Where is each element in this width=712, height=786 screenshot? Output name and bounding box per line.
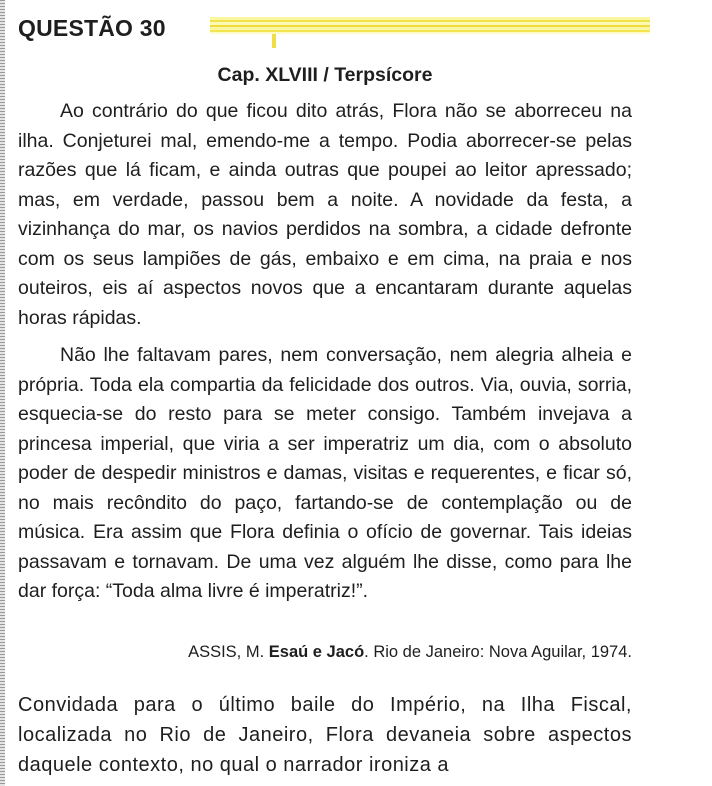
question-number-title: QUESTÃO 30: [18, 15, 166, 41]
source-citation: [18, 640, 632, 664]
excerpt-paragraph-1: [18, 97, 632, 333]
question-prompt: [18, 690, 632, 780]
question-prompt-text: Convidada para o último baile do Império, na Ilha Fiscal, localizada no Rio de Janeiro, Flora devaneia sobre aspectos daquele contexto, no qual o narrador ironiza a: [18, 694, 632, 776]
question-header: [18, 13, 638, 43]
paragraph-text: Ao contrário do que ficou dito atrás, Flora não se aborreceu na ilha. Conjeturei mal, emendo-me a tempo. Podia aborrecer-se pelas razões que lá ficam, e ainda outras que poupei ao leitor apressado; mas, em verdade, passou bem a noite. A novidade da festa, a vizinhança do mar, os navios perdidos na sombra, a cidade defronte com os seus lampiões de gás, embaixo e em cima, na praia e nos outeiros, eis aí aspectos novos que a encantaram durante aquelas horas rápidas.: [18, 100, 632, 329]
header-decorative-rule: [210, 17, 650, 34]
citation-work-title: Esaú e Jacó: [268, 643, 365, 661]
page-edge-border: [0, 0, 5, 786]
paragraph-text: Não lhe faltavam pares, nem conversação, nem alegria alheia e própria. Toda ela compartia da felicidade dos outros. Via, ouvia, sorria, esquecia-se do resto para se meter consigo. Também invejava a princesa imperial, que viria a ser imperatriz um dia, com o absoluto poder de despedir ministros e damas, visitas e requerentes, e ficar só, no mais recôndito do paço, fartando-se de contemplação ou de música. Era assim que Flora definia o ofício de governar. Tais ideias passavam e tornavam. De uma vez alguém lhe disse, como para lhe dar força: “Toda alma livre é imperatriz!”.: [18, 344, 632, 602]
citation-author: ASSIS, M.: [188, 643, 269, 661]
header-rule-tick: [272, 34, 276, 48]
excerpt-paragraph-2: [18, 341, 632, 607]
citation-publication: . Rio de Janeiro: Nova Aguilar, 1974.: [364, 643, 632, 661]
chapter-title: Cap. XLVIII / Terpsícore: [217, 64, 433, 86]
